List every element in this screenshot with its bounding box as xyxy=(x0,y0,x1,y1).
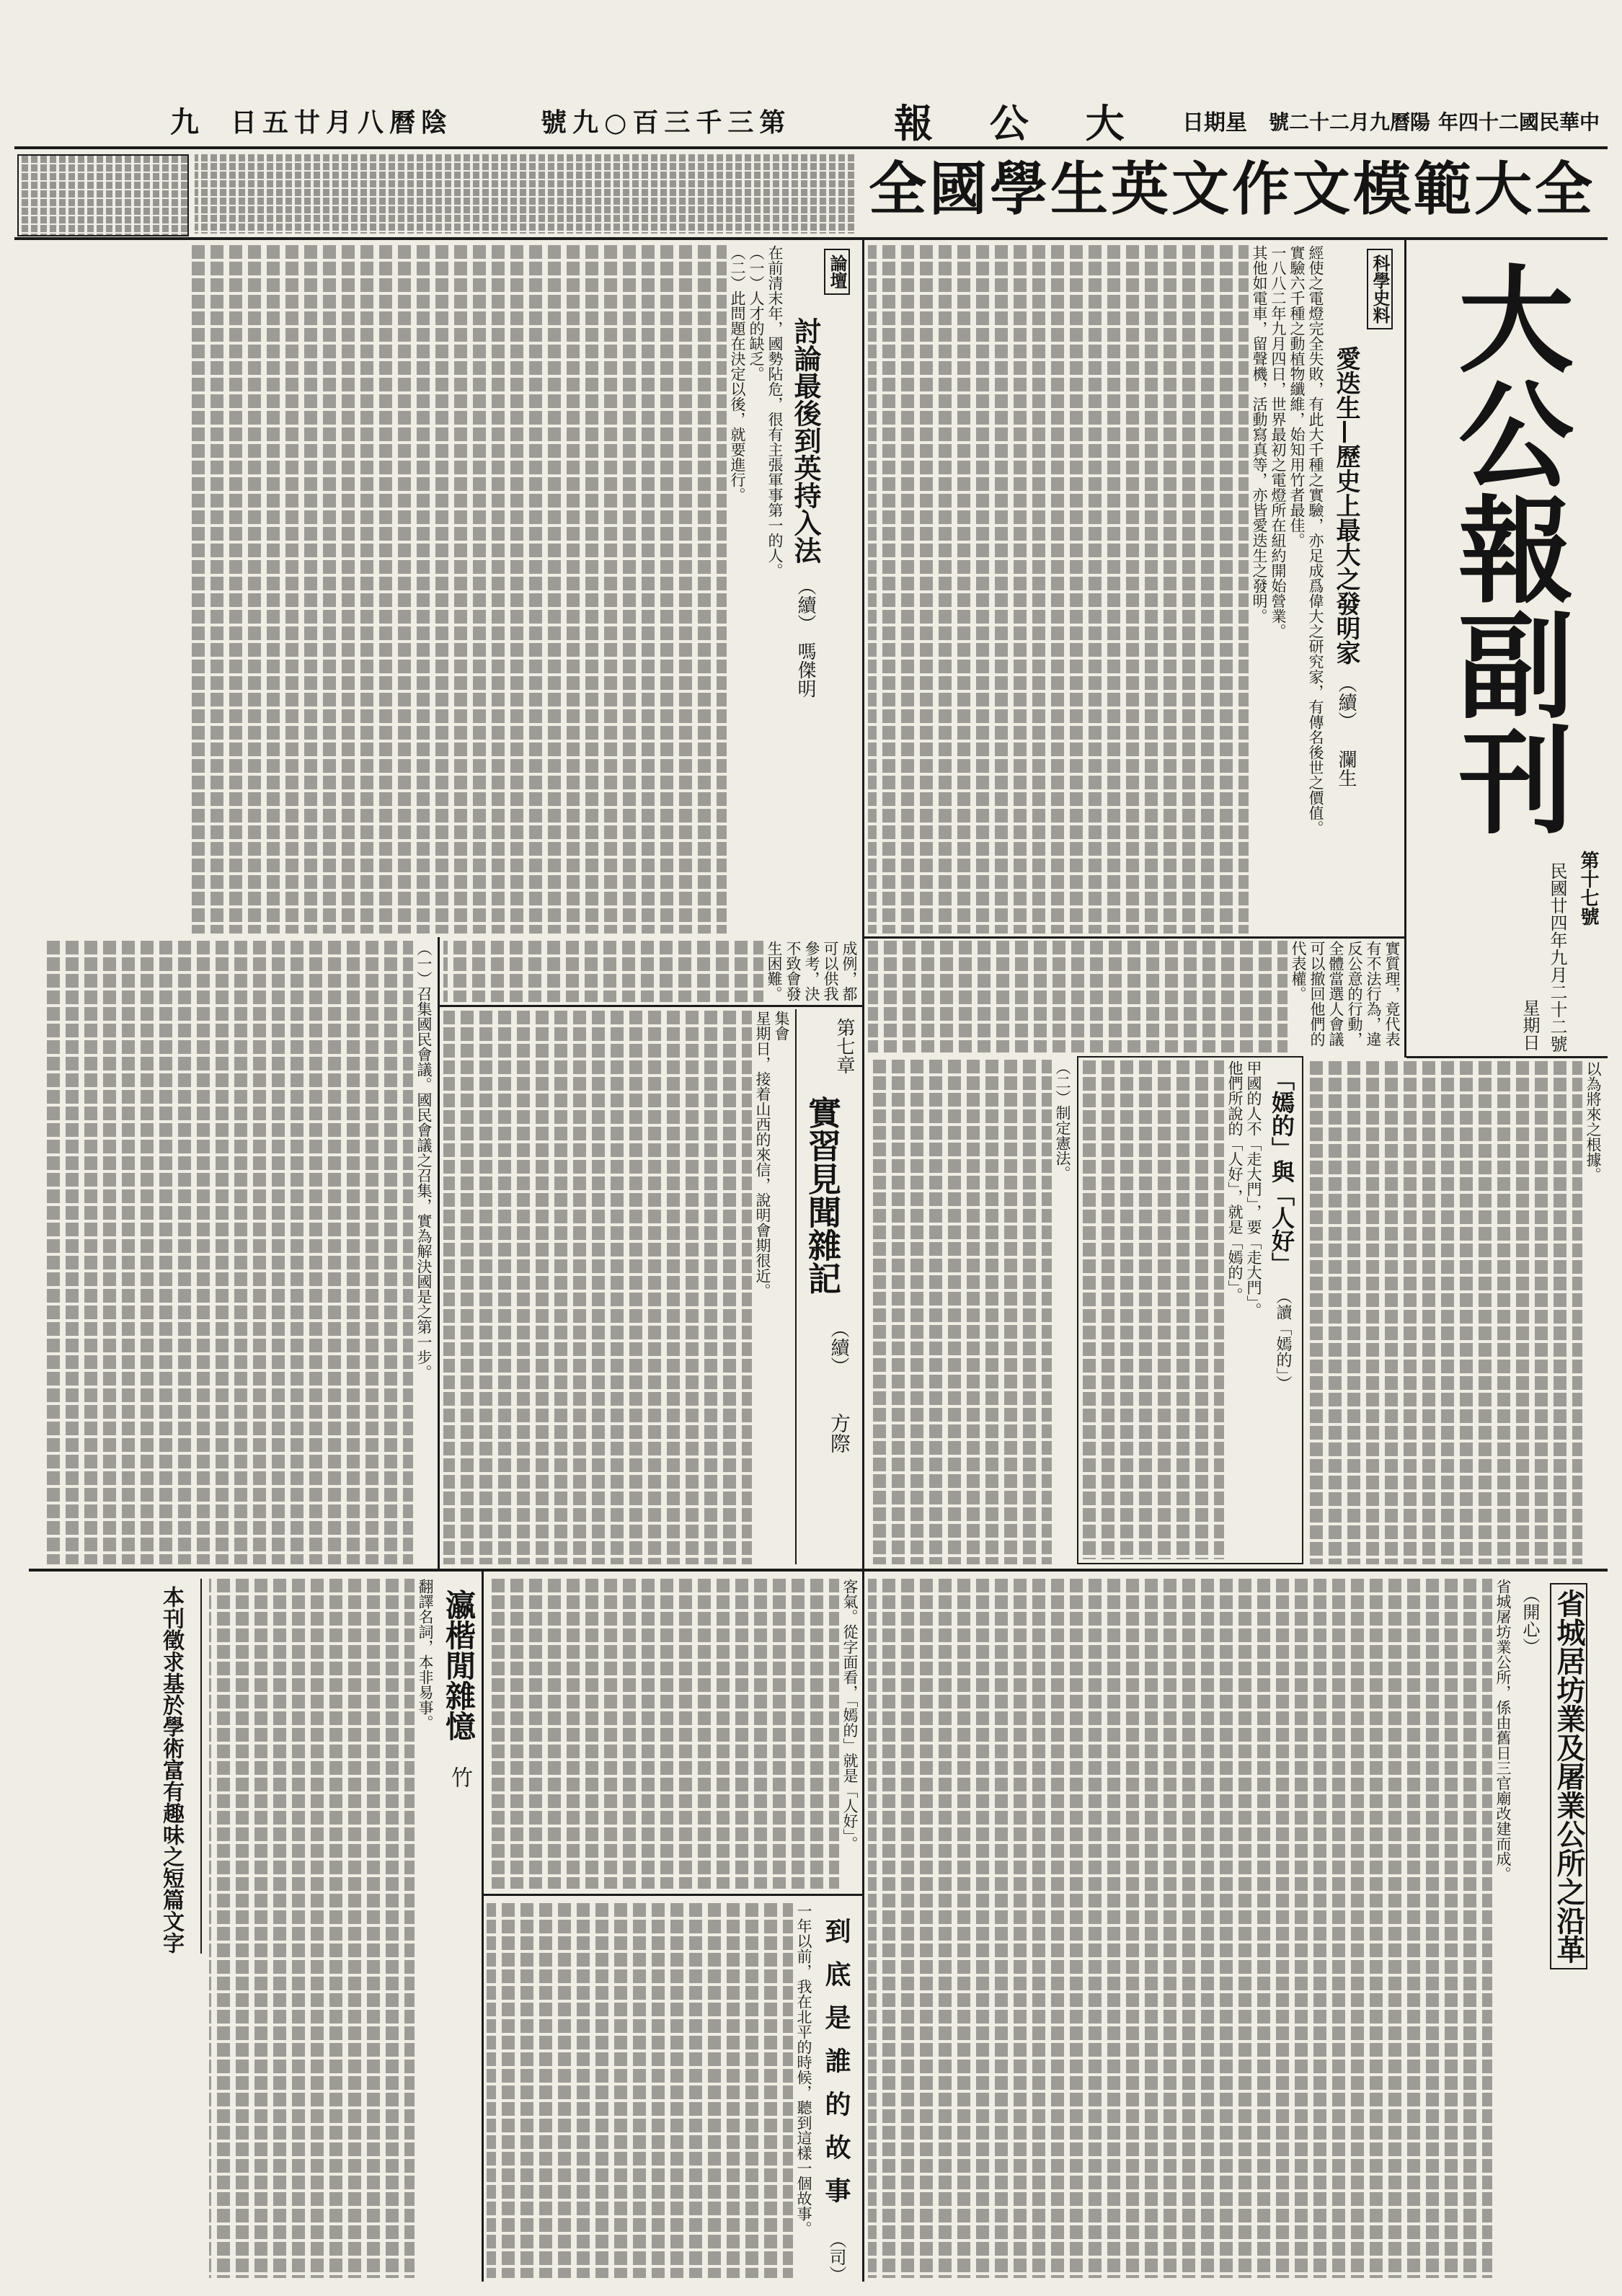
paragraph: （二）制定憲法。 xyxy=(1054,1060,1071,1181)
solar-date: 號二十二月九曆陽 xyxy=(1269,110,1431,134)
chapter-label: 第七章 xyxy=(833,1018,855,1074)
paragraph: 實驗六千種之動植物纖維，始知用竹者最佳。 xyxy=(1288,245,1306,548)
header-weekday: 日期星 xyxy=(1182,110,1247,136)
article-text xyxy=(413,941,435,1564)
paragraph: 甲國的人不「走大門」，要「走大門」。 xyxy=(1245,1060,1262,1318)
article-body xyxy=(868,1579,1514,2278)
paragraph: （一）召集國民會議。國民會議之召集，實為解決國是之第一步。 xyxy=(415,941,433,1380)
article-body xyxy=(868,941,1403,1052)
continued-mark: （續） xyxy=(1335,674,1357,730)
paragraph: 實質理，竟代表有不法行為，違反公意的行動，全體當選人會議可以撤回他們的代表權。 xyxy=(1290,941,1401,1047)
paragraph: 其他如電車，留聲機，活動寫真等，亦皆愛迭生之發明。 xyxy=(1251,245,1268,624)
paragraph: 經使之電燈完全失敗，有此大千種之實驗，亦足成爲偉大之研究家，有傳名後世之價值。 xyxy=(1307,245,1324,835)
row-rule xyxy=(484,1894,863,1896)
masthead-date: 民國廿四年九月二十二號 xyxy=(1547,862,1567,1052)
column-rule xyxy=(1406,1056,1608,1058)
article-body xyxy=(190,245,786,934)
article-title: 討論最後到英持入法 xyxy=(789,317,822,564)
article-text xyxy=(1249,245,1326,934)
article-author: 嗎傑明 xyxy=(794,642,816,698)
article-body-continued xyxy=(868,1060,1073,1564)
article-text xyxy=(1582,1061,1604,1564)
masthead-title: 大公報副刊 xyxy=(1439,260,1574,836)
page-number: 九 xyxy=(170,105,199,139)
article-body-continued xyxy=(443,941,860,1002)
article-body xyxy=(868,245,1326,934)
call-for-submissions: 本刊徵求基於學術富有趣味之短篇文字 xyxy=(159,1586,184,1954)
article-body xyxy=(209,1579,436,2278)
column-rule xyxy=(438,937,440,1570)
advertisement-text xyxy=(195,154,854,234)
article-title: 「嫣的」與「人好」 xyxy=(1268,1068,1295,1275)
paragraph: 一八八二年九月四日，世界最初之電燈所在紐約開始營業。 xyxy=(1269,245,1287,639)
paragraph: 星期日，接着山西的來信，說明會期很近。 xyxy=(754,1011,771,1298)
column-rule xyxy=(1404,239,1406,1058)
article-title: 省城居坊業及屠業公所之沿革 xyxy=(1550,1583,1587,1969)
article-text xyxy=(1492,1579,1514,2278)
article-author: 方際 xyxy=(828,1413,851,1453)
article-body xyxy=(1081,1060,1264,1559)
header-rule xyxy=(14,146,1608,149)
article-author: （開心） xyxy=(1520,1586,1540,1655)
article-text xyxy=(793,1903,815,2278)
article-title: 實習見聞雜記 xyxy=(803,1096,842,1295)
paragraph: 一年以前，我在北平的時候，聽到這樣一個故事。 xyxy=(795,1903,812,2236)
republic-year: 年四十二國民華中 xyxy=(1438,110,1600,134)
paragraph: 集會 xyxy=(773,1011,790,1041)
article-body xyxy=(487,1903,815,2278)
paragraph: 以為將來之根據。 xyxy=(1585,1061,1602,1182)
paragraph: 省城屠坊業公所，係由舊日三官廟改建而成。 xyxy=(1494,1579,1512,1881)
heading-box-rule xyxy=(795,1009,797,1564)
article-subtitle: （讀「嫣的」） xyxy=(1274,1288,1292,1391)
paragraph: 翻譯名詞，本非易事。 xyxy=(417,1579,434,1730)
paper-name: 報 公 大 xyxy=(894,100,1146,146)
masthead-weekday: 星期日 xyxy=(1520,999,1540,1051)
left-notice-box xyxy=(17,154,189,236)
masthead-number: 第十七號 xyxy=(1577,851,1599,926)
article-text xyxy=(727,245,786,934)
article-text xyxy=(1052,1060,1073,1564)
article-author: 瀾生 xyxy=(1335,750,1357,787)
article-author: （司） xyxy=(826,2231,846,2283)
yindi-article xyxy=(1077,1056,1303,1564)
article-text xyxy=(1224,1060,1264,1559)
article-body-continued xyxy=(44,941,435,1564)
column-rule xyxy=(862,239,864,2282)
paragraph: 成例，都可以供我參考，決不致會發生困難。 xyxy=(766,941,858,1001)
paragraph: 在前清末年，國勢阽危，很有主張軍事第一的人。 xyxy=(766,245,784,578)
yindi-article-continued xyxy=(487,1579,861,1889)
banner-rule xyxy=(14,237,1608,240)
continued-mark: （續） xyxy=(828,1319,849,1375)
row-rule xyxy=(864,936,1406,939)
article-title: 瀛楷閒雜憶 xyxy=(441,1590,477,1741)
column-rule xyxy=(200,1579,202,1954)
article-text xyxy=(839,1579,861,1889)
article-text xyxy=(415,1579,436,2278)
article-author: 竹 xyxy=(447,1766,472,1788)
row-rule xyxy=(29,1569,1608,1572)
lunar-date: 日五廿月八曆陰 xyxy=(231,107,453,138)
row-rule xyxy=(440,1005,864,1007)
article-body xyxy=(443,1011,792,1564)
paragraph: 客氣。從字面看，「嫣的」就是「人好」。 xyxy=(841,1579,859,1851)
article-body-continued xyxy=(1307,1061,1604,1564)
article-title: 到底是誰的故事 xyxy=(821,1918,851,2220)
article-text xyxy=(763,941,860,1002)
article-text xyxy=(752,1011,792,1564)
paragraph: （一）人才的缺乏。 xyxy=(748,245,765,381)
section-label: 論壇 xyxy=(824,249,850,295)
paragraph: 他們所說的「人好」，就是「嫣的」。 xyxy=(1226,1060,1244,1303)
issue-number: 號九○百三千三第 xyxy=(541,107,792,138)
continued-mark: （續） xyxy=(794,577,816,633)
section-label: 科學史料 xyxy=(1367,249,1393,329)
article-text xyxy=(1288,941,1403,1052)
paragraph: （二）此問題在決定以後，就要進行。 xyxy=(729,245,746,502)
article-title: 愛迭生—歷史上最大之發明家 xyxy=(1331,346,1360,665)
column-rule xyxy=(482,1570,484,2282)
banner-title: 全國學生英文作文模範大全 xyxy=(869,155,1595,223)
